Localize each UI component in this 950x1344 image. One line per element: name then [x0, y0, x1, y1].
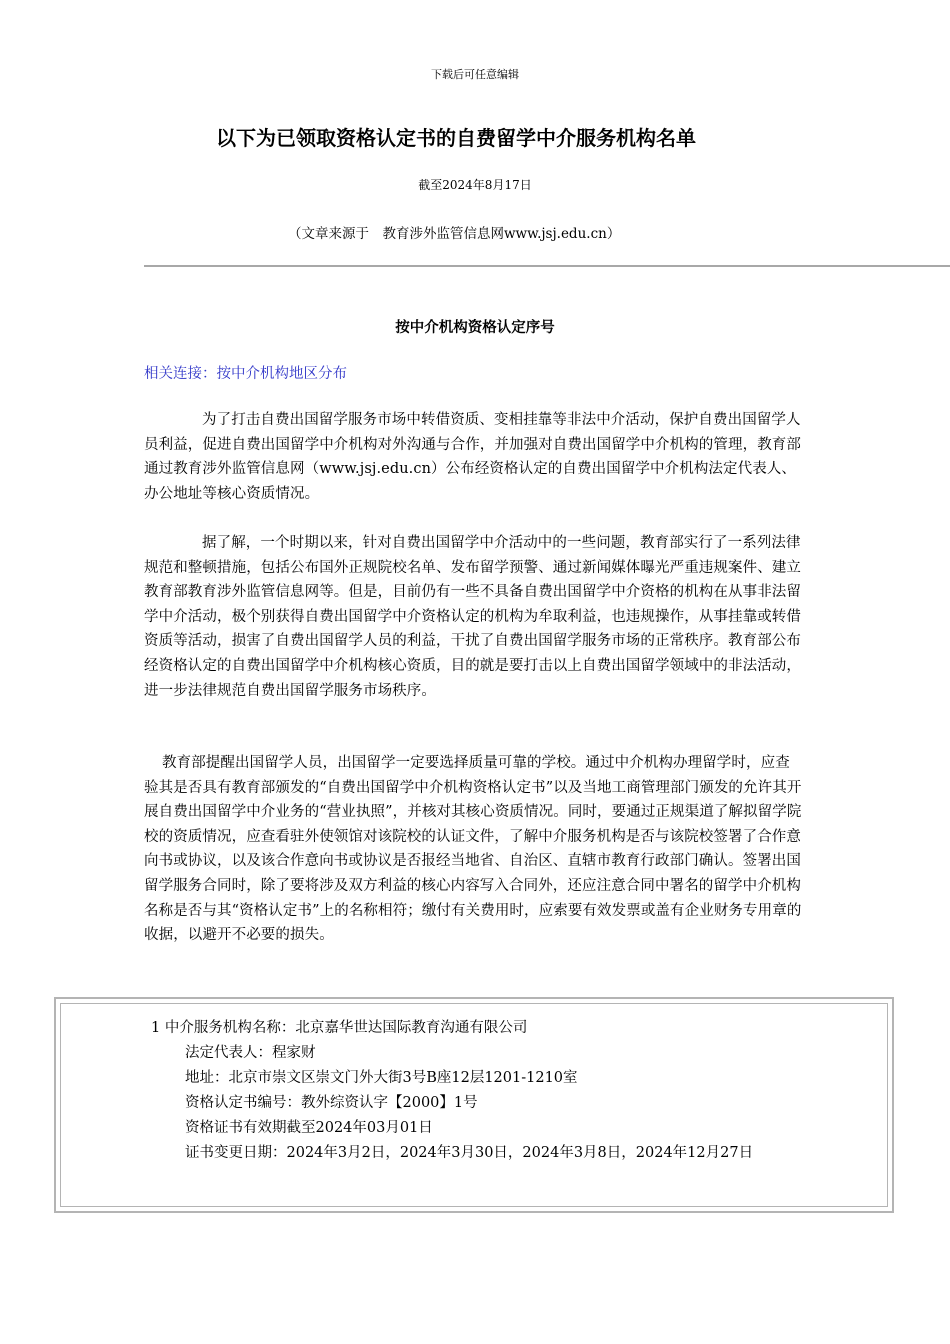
- paragraph-2: 据了解，一个时期以来，针对自费出国留学中介活动中的一些问题，教育部实行了一系列法律规范和整顿措施，包括公布国外正规院校名单、发布留学预警、通过新闻媒体曝光严重违规案件、建立教育部教育涉外监管信息网等。但是，目前仍有一些不具备自费出国留学中介资格的机构在从事非法留学中介活动，极个别获得自费出国留学中介资格认定的机构为牟取利益，也违规操作，从事挂靠或转借资质等活动，损害了自费出国留学人员的利益，干扰了自费出国留学服务市场的正常秩序。教育部公布经资格认定的自费出国留学中介机构核心资质，目的就是要打击以上自费出国留学领域中的非法活动，进一步法律规范自费出国留学服务市场秩序。: [144, 535, 801, 699]
- horizontal-rule: [144, 265, 950, 267]
- agency-record-box: [54, 997, 894, 1213]
- certificate-change-dates: 证书变更日期：2024年3月2日，2024年3月30日，2024年3月8日，2024年12月27日: [185, 1145, 754, 1161]
- document-title: 以下为已领取资格认定书的自费留学中介服务机构名单: [216, 126, 696, 150]
- agency-name: 1 中介服务机构名称：北京嘉华世达国际教育沟通有限公司: [151, 1020, 528, 1036]
- paragraph-1: 为了打击自费出国留学服务市场中转借资质、变相挂靠等非法中介活动，保护自费出国留学人员利益，促进自费出国留学中介机构对外沟通与合作，并加强对自费出国留学中介机构的管理，教育部通过教育涉外监管信息网（www.jsj.edu.cn）公布经资格认定的自费出国留学中介机构法定代表人、办公地址等核心资质情况。: [144, 412, 801, 502]
- section-title: 按中介机构资格认定序号: [395, 320, 555, 336]
- agency-record-inner: [60, 1003, 888, 1207]
- legal-representative: 法定代表人：程家财: [185, 1045, 316, 1061]
- certificate-validity: 资格证书有效期截至2024年03月01日: [185, 1120, 433, 1136]
- certificate-number: 资格认定书编号：教外综资认字【2000】1号: [185, 1095, 478, 1111]
- related-link[interactable]: 相关连接：按中介机构地区分布: [144, 366, 347, 382]
- paragraph-3: 教育部提醒出国留学人员，出国留学一定要选择质量可靠的学校。通过中介机构办理留学时，应查验其是否具有教育部颁发的“自费出国留学中介机构资格认定书”以及当地工商管理部门颁发的允许其开展自费出国留学中介业务的“营业执照”，并核对其核心资质情况。同时，要通过正规渠道了解拟留学院校的资质情况，应查看驻外使领馆对该院校的认证文件，了解中介服务机构是否与该院校签署了合作意向书或协议，以及该合作意向书或协议是否报经当地省、自治区、直辖市教育行政部门确认。签署出国留学服务合同时，除了要将涉及双方利益的核心内容写入合同外，还应注意合同中署名的留学中介机构名称是否与其“资格认定书”上的名称相符；缴付有关费用时，应索要有效发票或盖有企业财务专用章的收据，以避开不必要的损失。: [144, 755, 802, 944]
- agency-address: 地址：北京市崇文区崇文门外大街3号B座12层1201-1210室: [185, 1070, 578, 1086]
- top-note: 下载后可任意编辑: [431, 68, 519, 81]
- date-line: 截至2024年8月17日: [418, 178, 532, 192]
- source-line: （文章来源于 教育涉外监管信息网www.jsj.edu.cn）: [288, 226, 621, 242]
